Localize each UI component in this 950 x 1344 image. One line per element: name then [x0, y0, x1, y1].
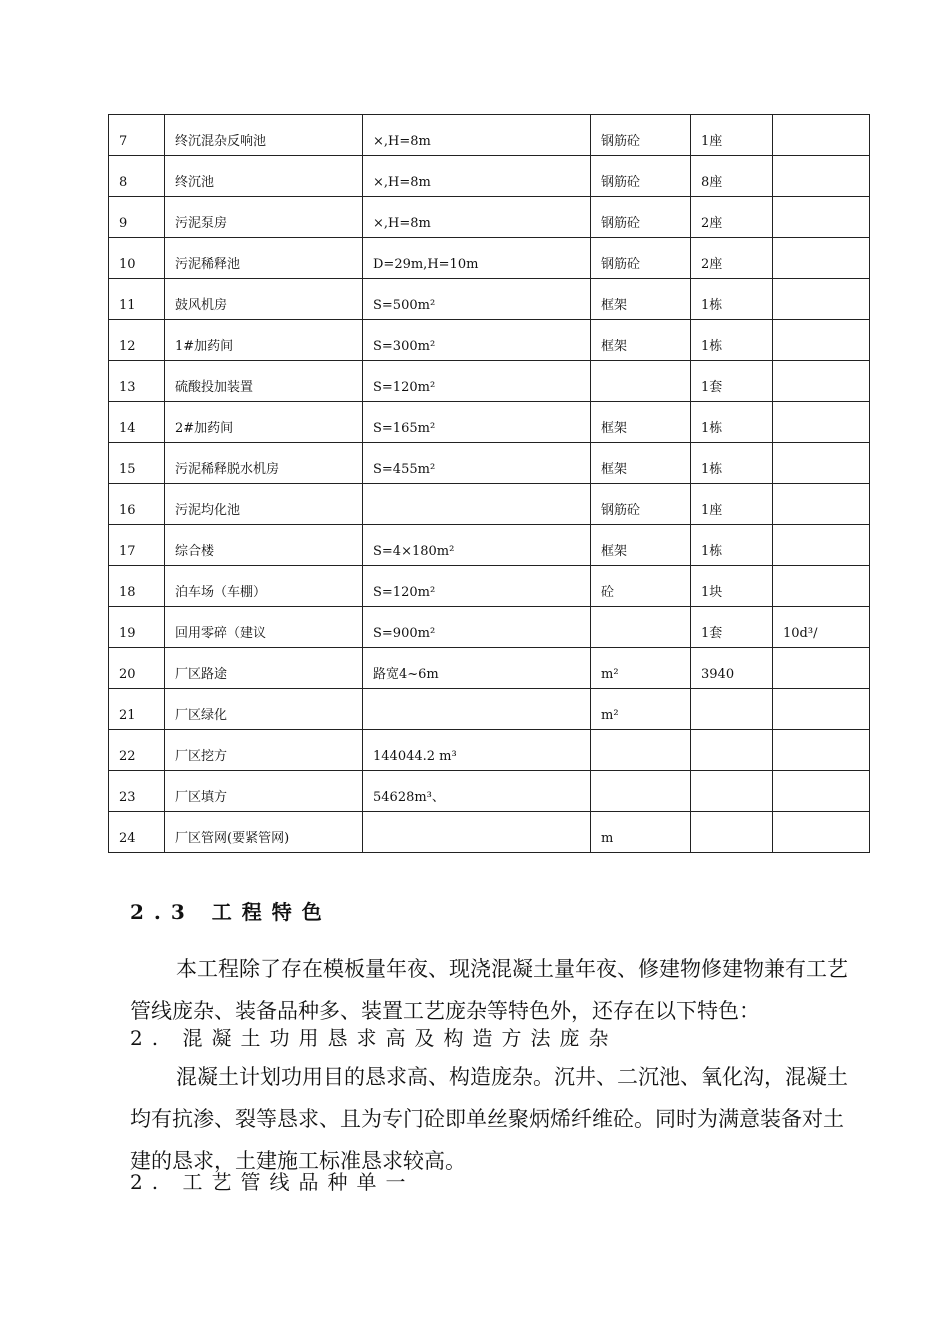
paragraph-features	[130, 948, 860, 1032]
cell-no: 21	[109, 689, 165, 730]
cell-no: 23	[109, 771, 165, 812]
cell-structure	[591, 730, 691, 771]
table-row	[109, 115, 870, 156]
cell-note	[773, 238, 870, 279]
cell-note	[773, 689, 870, 730]
cell-name: 泊车场（车棚）	[165, 566, 363, 607]
cell-qty: 1套	[691, 361, 773, 402]
cell-qty	[691, 771, 773, 812]
cell-qty: 1座	[691, 484, 773, 525]
cell-name: 污泥均化池	[165, 484, 363, 525]
cell-name: 污泥稀释池	[165, 238, 363, 279]
table-row	[109, 402, 870, 443]
cell-note	[773, 730, 870, 771]
cell-no: 8	[109, 156, 165, 197]
cell-name: 厂区路途	[165, 648, 363, 689]
paragraph-concrete-text: 混凝土计划功用目的恳求高、构造庞杂。沉井、二沉池、氧化沟，混凝土均有抗渗、裂等恳求、且为专门砼即单丝聚炳烯纤维砼。同时为满意装备对土建的恳求，土建施工标准恳求较高。	[130, 1065, 848, 1173]
cell-no: 14	[109, 402, 165, 443]
cell-note	[773, 648, 870, 689]
cell-qty	[691, 730, 773, 771]
cell-no: 16	[109, 484, 165, 525]
cell-qty: 1套	[691, 607, 773, 648]
cell-name: 厂区填方	[165, 771, 363, 812]
cell-name: 污泥稀释脱水机房	[165, 443, 363, 484]
cell-structure	[591, 607, 691, 648]
cell-no: 15	[109, 443, 165, 484]
table-row	[109, 689, 870, 730]
cell-structure: 钢筋砼	[591, 115, 691, 156]
cell-spec: D=29m,H=10m	[363, 238, 591, 279]
cell-structure: m	[591, 812, 691, 853]
cell-spec	[363, 689, 591, 730]
cell-structure: 框架	[591, 402, 691, 443]
table-row	[109, 484, 870, 525]
table-row	[109, 238, 870, 279]
table-row	[109, 361, 870, 402]
cell-structure: m²	[591, 689, 691, 730]
cell-note	[773, 279, 870, 320]
cell-name: 污泥泵房	[165, 197, 363, 238]
cell-no: 11	[109, 279, 165, 320]
cell-spec: ×,H=8m	[363, 197, 591, 238]
sub-heading-concrete: 2. 混凝土功用恳求高及构造方法庞杂	[130, 1026, 618, 1050]
cell-spec: S=500m²	[363, 279, 591, 320]
cell-structure: 钢筋砼	[591, 156, 691, 197]
cell-no: 24	[109, 812, 165, 853]
cell-no: 22	[109, 730, 165, 771]
section-heading: 2.3 工程特色	[130, 900, 332, 924]
cell-structure: 框架	[591, 279, 691, 320]
table-row	[109, 607, 870, 648]
cell-spec: S=300m²	[363, 320, 591, 361]
cell-spec: ×,H=8m	[363, 115, 591, 156]
cell-spec: S=900m²	[363, 607, 591, 648]
cell-spec: S=120m²	[363, 566, 591, 607]
cell-spec	[363, 484, 591, 525]
table-row	[109, 771, 870, 812]
cell-note: 10d³/	[773, 607, 870, 648]
cell-name: 终沉混杂反响池	[165, 115, 363, 156]
cell-structure: 框架	[591, 320, 691, 361]
cell-note	[773, 156, 870, 197]
cell-qty: 1栋	[691, 443, 773, 484]
cell-spec: S=165m²	[363, 402, 591, 443]
table-row	[109, 197, 870, 238]
paragraph-concrete	[130, 1056, 860, 1182]
cell-qty: 1栋	[691, 525, 773, 566]
cell-qty: 1栋	[691, 402, 773, 443]
cell-name: 厂区管网(要紧管网)	[165, 812, 363, 853]
cell-qty: 2座	[691, 238, 773, 279]
project-table	[108, 114, 870, 853]
cell-qty	[691, 689, 773, 730]
table-row	[109, 730, 870, 771]
cell-spec: S=120m²	[363, 361, 591, 402]
cell-note	[773, 812, 870, 853]
cell-no: 17	[109, 525, 165, 566]
cell-no: 12	[109, 320, 165, 361]
cell-note	[773, 525, 870, 566]
cell-qty: 1栋	[691, 320, 773, 361]
cell-name: 厂区挖方	[165, 730, 363, 771]
cell-structure: 框架	[591, 443, 691, 484]
cell-note	[773, 361, 870, 402]
cell-note	[773, 771, 870, 812]
cell-structure: 钢筋砼	[591, 238, 691, 279]
cell-structure	[591, 771, 691, 812]
cell-qty: 1栋	[691, 279, 773, 320]
cell-qty	[691, 812, 773, 853]
cell-no: 19	[109, 607, 165, 648]
cell-name: 综合楼	[165, 525, 363, 566]
cell-qty: 1座	[691, 115, 773, 156]
cell-note	[773, 443, 870, 484]
cell-structure: m²	[591, 648, 691, 689]
sub-heading-pipelines: 2. 工艺管线品种单一	[130, 1170, 415, 1194]
cell-qty: 2座	[691, 197, 773, 238]
cell-note	[773, 566, 870, 607]
table-row	[109, 156, 870, 197]
cell-spec: S=4×180m²	[363, 525, 591, 566]
cell-spec: 54628m³、	[363, 771, 591, 812]
table-row	[109, 566, 870, 607]
cell-name: 鼓风机房	[165, 279, 363, 320]
cell-qty: 3940	[691, 648, 773, 689]
cell-qty: 1块	[691, 566, 773, 607]
cell-spec	[363, 812, 591, 853]
table-row	[109, 279, 870, 320]
table-row	[109, 525, 870, 566]
cell-no: 10	[109, 238, 165, 279]
cell-name: 硫酸投加装置	[165, 361, 363, 402]
cell-name: 回用零碎（建议	[165, 607, 363, 648]
table-row	[109, 443, 870, 484]
cell-note	[773, 402, 870, 443]
cell-name: 2#加药间	[165, 402, 363, 443]
table-row	[109, 648, 870, 689]
cell-spec: 路宽4~6m	[363, 648, 591, 689]
cell-no: 18	[109, 566, 165, 607]
cell-structure: 砼	[591, 566, 691, 607]
cell-name: 终沉池	[165, 156, 363, 197]
cell-name: 1#加药间	[165, 320, 363, 361]
cell-spec: ×,H=8m	[363, 156, 591, 197]
cell-no: 13	[109, 361, 165, 402]
cell-structure: 钢筋砼	[591, 197, 691, 238]
cell-structure: 框架	[591, 525, 691, 566]
cell-spec: 144044.2 m³	[363, 730, 591, 771]
cell-qty: 8座	[691, 156, 773, 197]
table-row	[109, 320, 870, 361]
cell-note	[773, 320, 870, 361]
table-row	[109, 812, 870, 853]
cell-structure	[591, 361, 691, 402]
cell-name: 厂区绿化	[165, 689, 363, 730]
table-body	[109, 115, 870, 853]
cell-no: 7	[109, 115, 165, 156]
cell-note	[773, 197, 870, 238]
cell-note	[773, 115, 870, 156]
cell-no: 9	[109, 197, 165, 238]
paragraph-features-text: 本工程除了存在模板量年夜、现浇混凝土量年夜、修建物修建物兼有工艺管线庞杂、装备品种多、装置工艺庞杂等特色外，还存在以下特色：	[130, 957, 848, 1023]
cell-spec: S=455m²	[363, 443, 591, 484]
cell-no: 20	[109, 648, 165, 689]
cell-structure: 钢筋砼	[591, 484, 691, 525]
cell-note	[773, 484, 870, 525]
